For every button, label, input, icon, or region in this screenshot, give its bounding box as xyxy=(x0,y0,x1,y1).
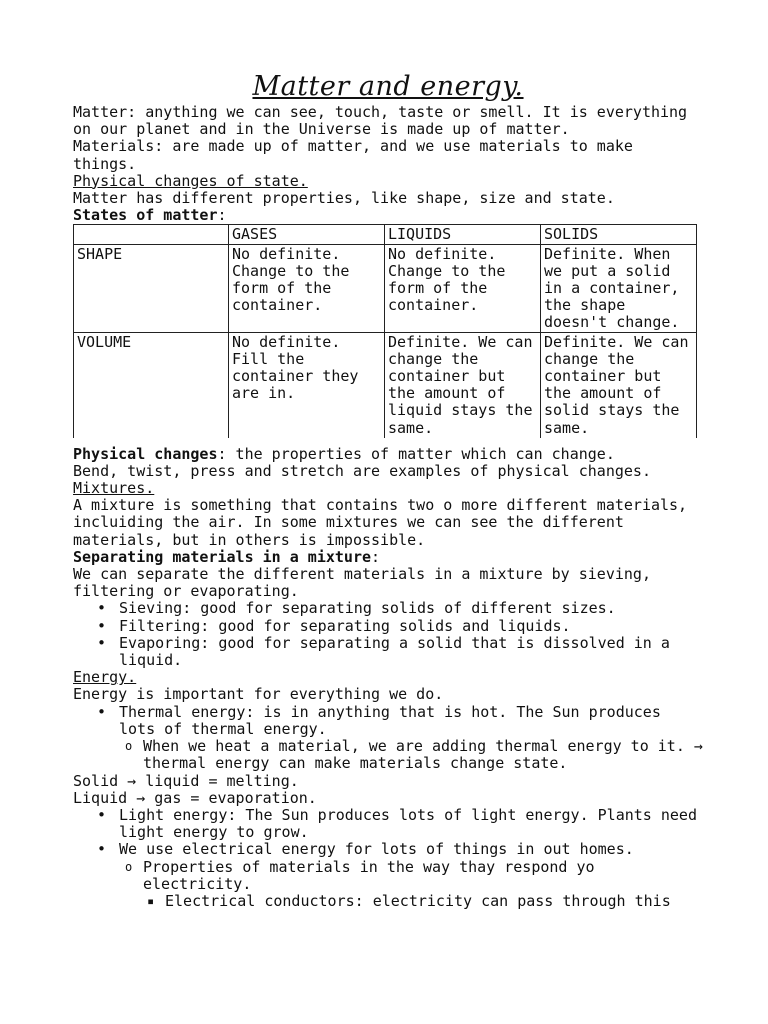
matter-definition: Matter: anything we can see, touch, taste or smell. It is everything on our planet and in the Universe is made up of matter. xyxy=(73,103,688,139)
energy-list xyxy=(73,704,703,738)
table-header-cell xyxy=(74,225,229,244)
mixtures-text: A mixture is something that contains two o more different materials, incluiding the air. In some mixtures we can see the different materials, but in others is impossible. xyxy=(73,496,688,549)
thermal-energy-text: Thermal energy: is in anything that is hot. The Sun produces lots of thermal energy. xyxy=(119,702,661,738)
physical-changes-examples: Bend, twist, press and stretch are examples of physical changes. xyxy=(73,461,651,480)
table-cell: No definite. Fill the container they are in. xyxy=(229,332,385,438)
separating-label: Separating materials in a mixture xyxy=(73,547,372,566)
table-cell: Definite. We can change the container but the amount of liquid stays the same. xyxy=(385,332,541,438)
colon: : xyxy=(371,547,381,566)
table-header-cell: GASES xyxy=(229,225,385,244)
section-heading: Energy. xyxy=(73,668,137,687)
physical-changes-paragraph xyxy=(73,446,703,463)
list-item: • Filtering: good for separating solids and liquids. xyxy=(73,618,703,635)
table-cell: VOLUME xyxy=(74,332,229,438)
document-content xyxy=(73,70,703,910)
list-item: o When we heat a material, we are adding thermal energy to it. → thermal energy can make materials change state. xyxy=(73,738,703,772)
page-title: Matter and energy. xyxy=(252,71,524,102)
separation-methods-list xyxy=(73,600,703,669)
list-item xyxy=(73,704,703,738)
list-item: ▪ Electrical conductors: electricity can pass through this xyxy=(73,893,703,910)
mixtures-heading xyxy=(73,480,703,497)
states-of-matter-heading xyxy=(73,207,703,224)
materials-definition: Materials: are made up of matter, and we use materials to make things. xyxy=(73,137,633,173)
table-cell: No definite. Change to the form of the container. xyxy=(229,244,385,332)
table-cell: Definite. We can change the container but the amount of solid stays the same. xyxy=(541,332,697,438)
section-heading: Physical changes of state. xyxy=(73,171,308,190)
list-item: o Properties of materials in the way thay respond yo electricity. xyxy=(73,859,703,893)
physical-changes-label: Physical changes xyxy=(73,444,218,463)
states-of-matter-table xyxy=(73,224,697,437)
section-heading: Mixtures. xyxy=(73,479,155,498)
separating-heading xyxy=(73,549,703,566)
colon: : xyxy=(217,206,227,225)
conductors-list xyxy=(73,893,703,910)
list-item: • Evaporing: good for separating a solid that is dissolved in a liquid. xyxy=(73,635,703,669)
physical-changes-text: : the properties of matter which can change. xyxy=(217,444,615,463)
list-item: • We use electrical energy for lots of things in out homes. xyxy=(73,841,703,858)
properties-text: Matter has different properties, like shape, size and state. xyxy=(73,189,615,208)
evaporation-line: Liquid → gas = evaporation. xyxy=(73,788,317,807)
energy-text: Energy is important for everything we do. xyxy=(73,685,444,704)
energy-heading xyxy=(73,669,703,686)
table-row xyxy=(74,244,697,332)
electrical-sub-list xyxy=(73,859,703,893)
thermal-sub-list xyxy=(73,738,703,772)
table-cell: SHAPE xyxy=(74,244,229,332)
table-header-cell: SOLIDS xyxy=(541,225,697,244)
physical-changes-of-state-heading xyxy=(73,173,703,190)
list-item: • Light energy: The Sun produces lots of light energy. Plants need light energy to grow. xyxy=(73,807,703,841)
table-row xyxy=(74,332,697,438)
table-cell: Definite. When we put a solid in a container, the shape doesn't change. xyxy=(541,244,697,332)
energy-list-2 xyxy=(73,807,703,859)
states-of-matter-label: States of matter xyxy=(73,206,218,225)
table-header-cell: LIQUIDS xyxy=(385,225,541,244)
list-item: • Sieving: good for separating solids of different sizes. xyxy=(73,600,703,617)
table-cell: No definite. Change to the form of the container. xyxy=(385,244,541,332)
melting-line: Solid → liquid = melting. xyxy=(73,771,299,790)
table-header-row xyxy=(74,225,697,244)
separating-text: We can separate the different materials in a mixture by sieving, filtering or evaporating. xyxy=(73,565,651,601)
